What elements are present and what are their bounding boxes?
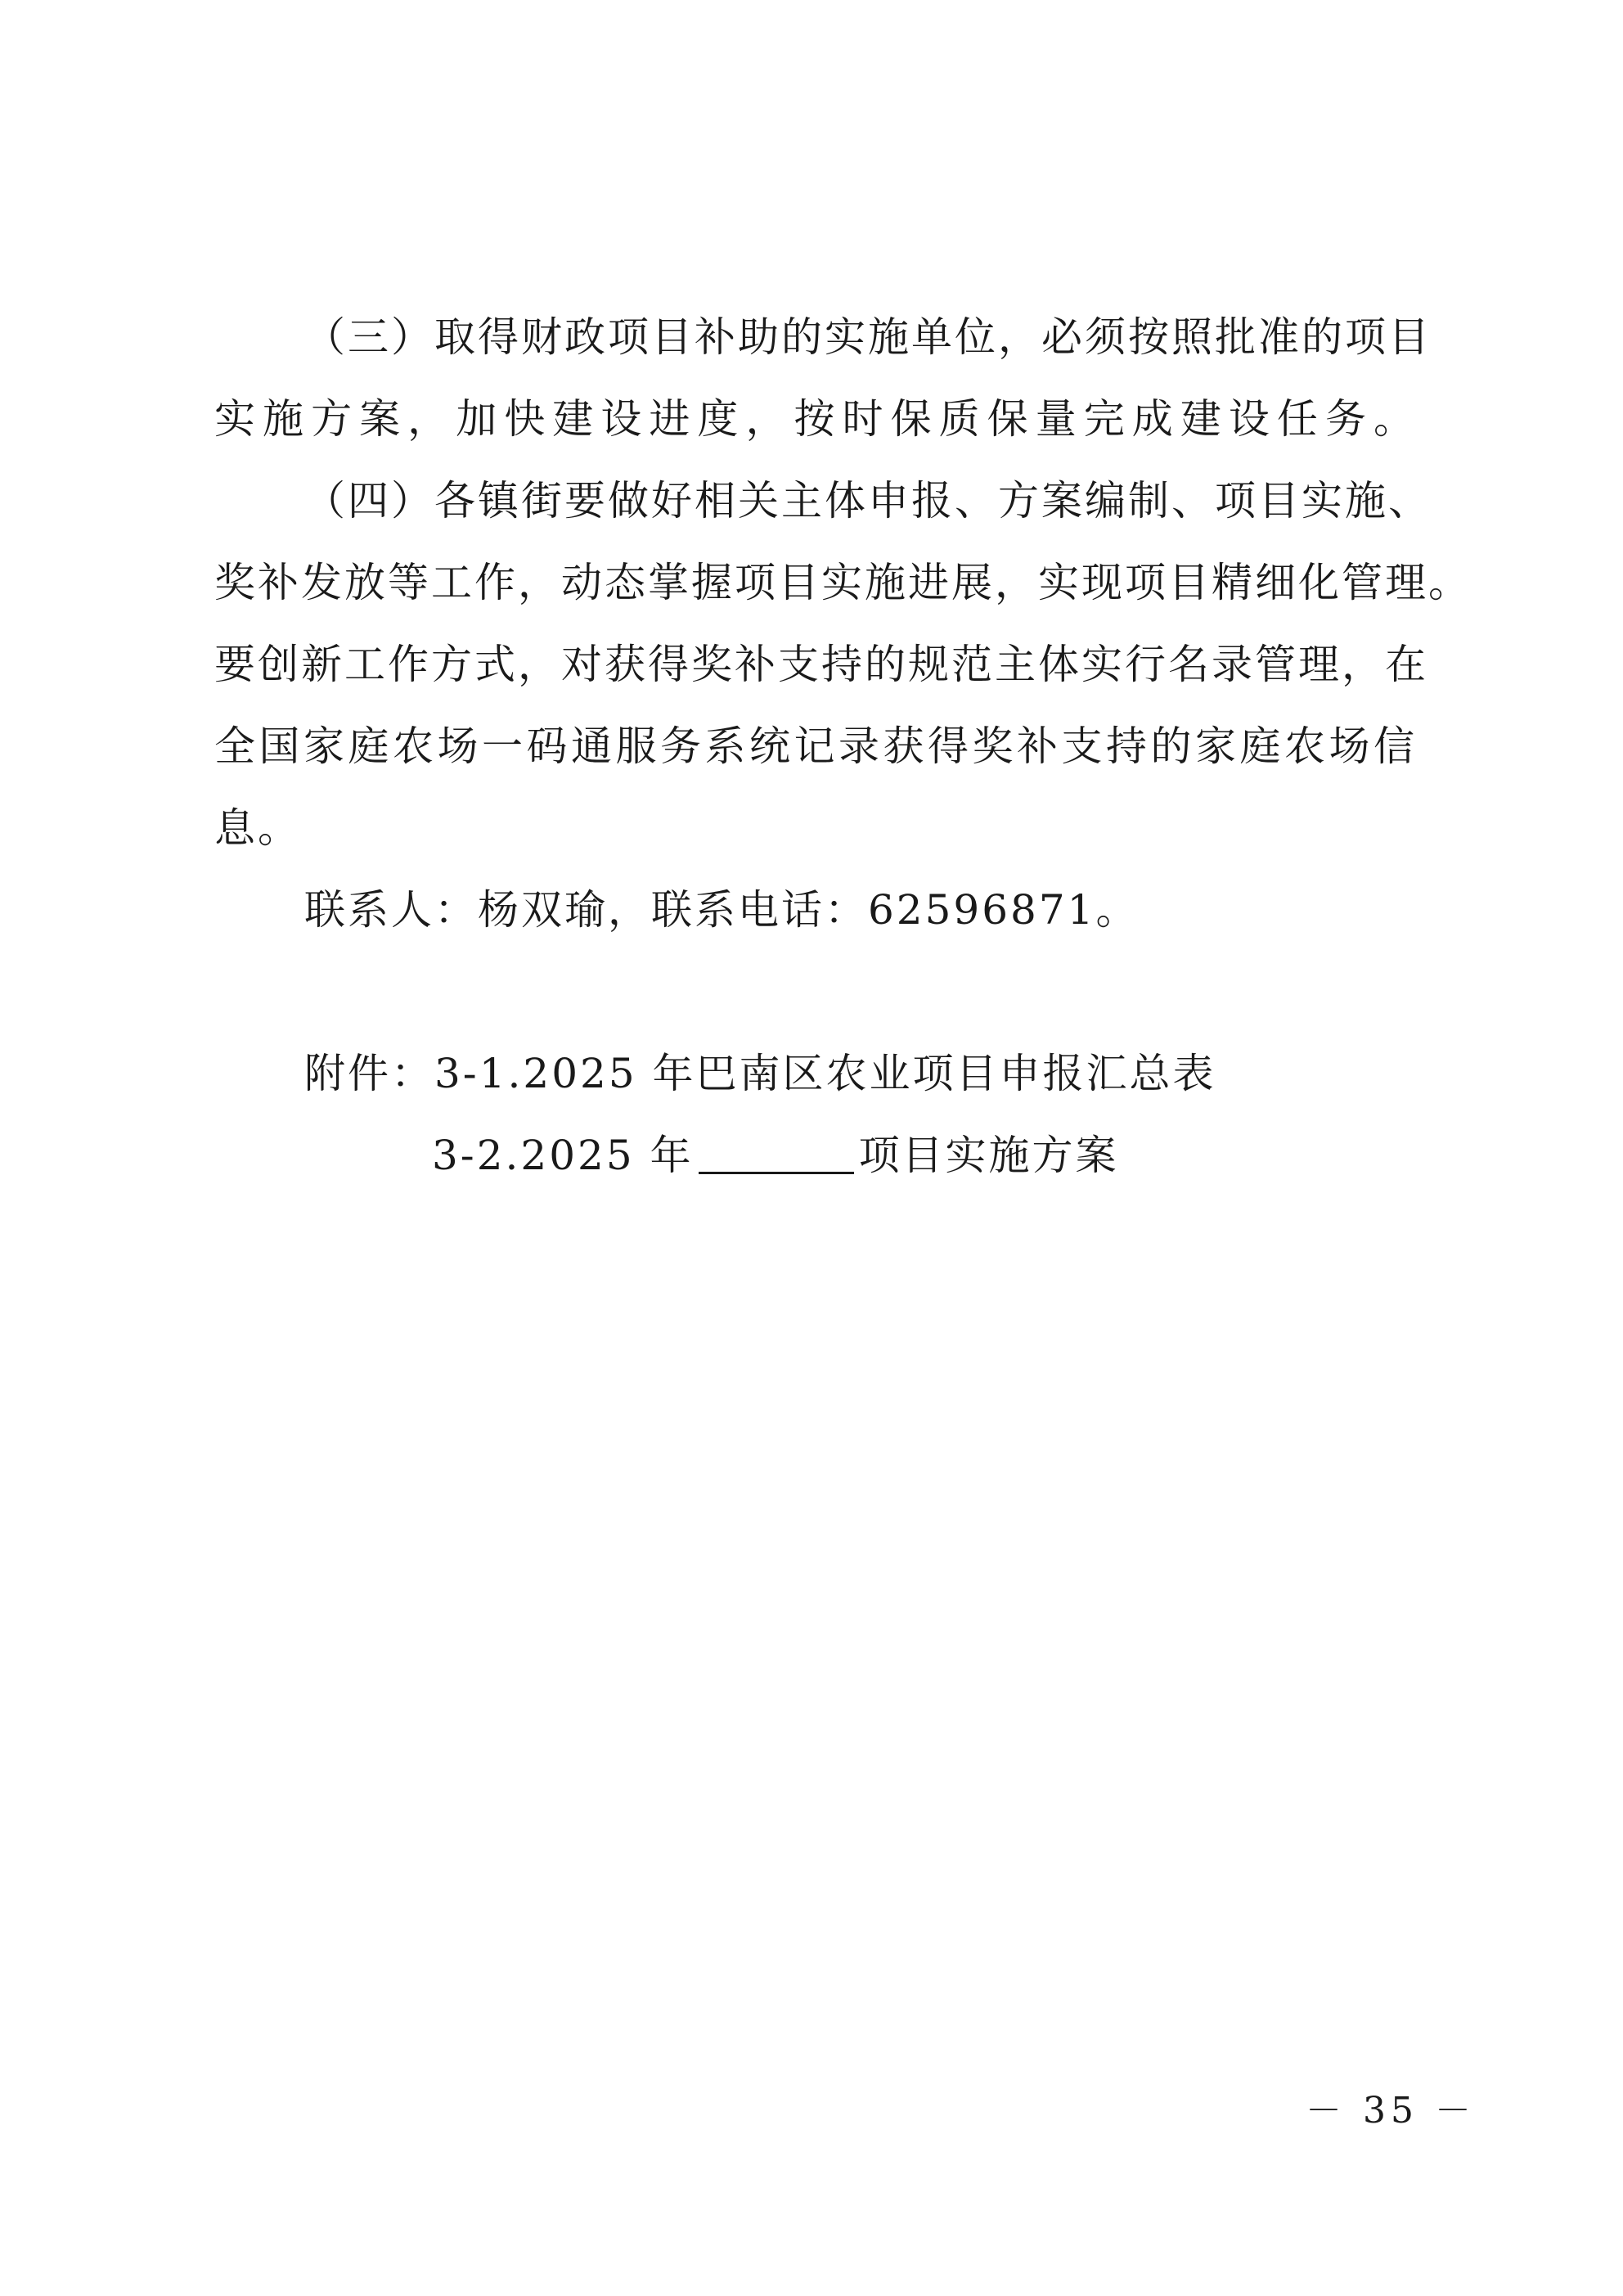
attachment-item-2 [432,1114,1119,1196]
blank-fill-line [699,1131,854,1174]
page-number: － 35 － [1306,2090,1476,2132]
paragraph-4-line-3: 要创新工作方式，对获得奖补支持的规范主体实行名录管理，在 [214,641,1428,688]
attachment-item-2-suffix: 项目实施方案 [858,1132,1119,1179]
paragraph-4-line-5: 息。 [214,804,301,852]
paragraph-3-line-1: （三）取得财政项目补助的实施单位，必须按照批准的项目 [304,313,1432,361]
paragraph-4-line-2: 奖补发放等工作，动态掌握项目实施进展，实现项目精细化管理。 [214,559,1472,606]
paragraph-3-line-2: 实施方案，加快建设进度，按时保质保量完成建设任务。 [214,395,1417,443]
attachment-item-2-prefix: 3-2.2025 年 [432,1132,694,1179]
paragraph-4-line-4: 全国家庭农场一码通服务系统记录获得奖补支持的家庭农场信 [214,723,1417,770]
paragraph-4-line-1: （四）各镇街要做好相关主体申报、方案编制、项目实施、 [304,477,1432,524]
attachment-item-1: 附件：3-1.2025 年巴南区农业项目申报汇总表 [304,1050,1216,1097]
contact-line: 联系人：杨双瑜，联系电话：62596871。 [304,886,1140,934]
